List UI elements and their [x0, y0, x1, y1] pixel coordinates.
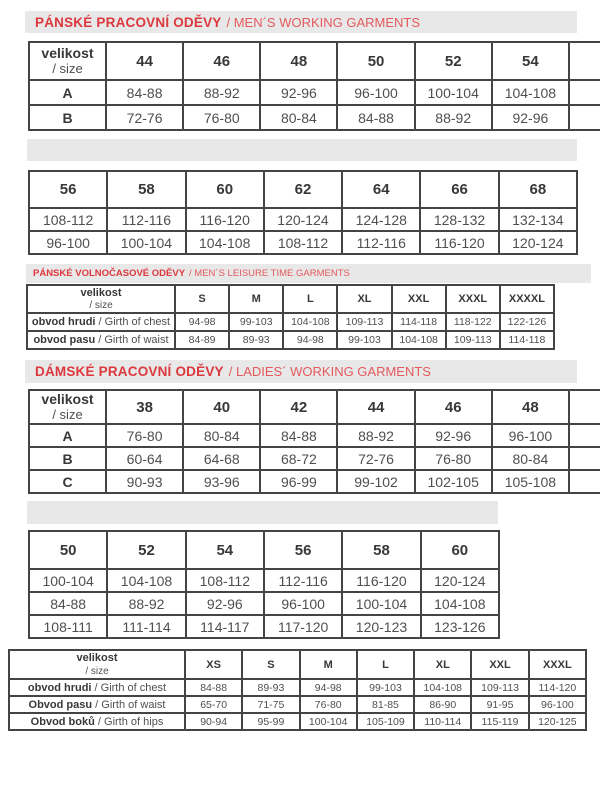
size-value-cell: 94-98: [175, 313, 229, 331]
table-row: [29, 470, 600, 493]
size-column-header: XXL: [392, 285, 446, 313]
size-value-cell: 84-88: [260, 424, 337, 447]
table-row: [29, 424, 600, 447]
size-value-cell: 105-108: [492, 470, 569, 493]
size-column-header: 46: [183, 42, 260, 80]
size-value-cell: 84-88: [106, 80, 183, 105]
table-row: [29, 615, 499, 638]
size-value-cell: 89-93: [242, 679, 299, 696]
size-column-header: 40: [183, 390, 260, 424]
size-value-cell: 92-96: [415, 424, 492, 447]
size-column-header: M: [300, 650, 357, 679]
mens-working-sizes-56-68-table: [28, 170, 578, 255]
size-value-cell: 84-88: [337, 105, 414, 130]
size-value-cell: 112-116: [264, 569, 342, 592]
size-value-cell: 99-103: [357, 679, 414, 696]
size-value-cell: 100-104: [29, 569, 107, 592]
corner-label-en: / size: [52, 407, 83, 423]
corner-header: [29, 42, 106, 80]
size-value-cell: 100-104: [107, 231, 185, 254]
size-value-cell: 104-108: [107, 569, 185, 592]
size-column-header: 50: [337, 42, 414, 80]
size-value-cell: 114-120: [529, 679, 586, 696]
row-label-cz: obvod hrudi: [31, 316, 96, 328]
table-row: [27, 313, 554, 331]
size-value-cell: 84-88: [185, 679, 242, 696]
ladies-working-title-cz: DÁMSKÉ PRACOVNÍ ODĚVY: [35, 364, 224, 379]
row-label: C: [29, 470, 106, 493]
clipped-cell: [569, 105, 600, 130]
row-label-cz: Obvod boků: [30, 715, 95, 728]
corner-label-en: / size: [85, 665, 109, 677]
header-row: [29, 531, 499, 569]
table-row: [9, 713, 586, 730]
row-label: [9, 679, 185, 696]
size-value-cell: 72-76: [337, 447, 414, 470]
row-label-en: / Girth of waist: [92, 698, 166, 711]
size-column-header: 48: [492, 390, 569, 424]
size-value-cell: 92-96: [492, 105, 569, 130]
size-value-cell: 94-98: [300, 679, 357, 696]
size-value-cell: 104-108: [392, 331, 446, 349]
table-row: [9, 696, 586, 713]
size-column-header: 62: [264, 171, 342, 208]
size-column-header: XXXL: [446, 285, 500, 313]
size-value-cell: 71-75: [242, 696, 299, 713]
corner-header: [29, 390, 106, 424]
size-column-header: 56: [29, 171, 107, 208]
size-column-header: XL: [414, 650, 471, 679]
size-value-cell: 64-68: [183, 447, 260, 470]
corner-label-cz: velikost: [41, 391, 94, 408]
size-value-cell: 99-102: [337, 470, 414, 493]
size-column-header: 42: [260, 390, 337, 424]
size-value-cell: 88-92: [337, 424, 414, 447]
header-row: [29, 171, 577, 208]
size-column-header: 52: [107, 531, 185, 569]
table-row: [29, 592, 499, 615]
size-value-cell: 110-114: [414, 713, 471, 730]
row-label-cz: Obvod pasu: [28, 698, 93, 711]
mens-working-title-bar: [25, 11, 577, 33]
size-value-cell: 120-124: [421, 569, 499, 592]
row-label: [9, 713, 185, 730]
size-column-header: XXXL: [529, 650, 586, 679]
clipped-cell: [569, 447, 600, 470]
size-value-cell: 89-93: [229, 331, 283, 349]
mens-leisure-title-en: / MEN´S LEISURE TIME GARMENTS: [189, 268, 350, 279]
size-column-header: 60: [421, 531, 499, 569]
row-label-cz: obvod pasu: [33, 334, 96, 346]
mens-leisure-title-cz: PÁNSKÉ VOLNOČASOVÉ ODĚVY: [33, 268, 186, 279]
size-value-cell: 104-108: [186, 231, 264, 254]
corner-label-cz: velikost: [80, 286, 122, 299]
size-column-header: S: [242, 650, 299, 679]
size-value-cell: 114-117: [186, 615, 264, 638]
size-value-cell: 118-122: [446, 313, 500, 331]
size-value-cell: 109-113: [337, 313, 391, 331]
size-column-header: 54: [186, 531, 264, 569]
ladies-measurements-table: [8, 649, 587, 731]
size-value-cell: 92-96: [186, 592, 264, 615]
size-column-header: 46: [415, 390, 492, 424]
size-value-cell: 96-100: [492, 424, 569, 447]
size-value-cell: 100-104: [415, 80, 492, 105]
size-value-cell: 108-111: [29, 615, 107, 638]
table-row: [29, 208, 577, 231]
clipped-column-header: [569, 390, 600, 424]
size-column-header: 52: [415, 42, 492, 80]
mens-working-sizes-44-54-table: [28, 41, 600, 131]
clipped-column-header: [569, 42, 600, 80]
row-label-en: / Girth of chest: [91, 681, 167, 694]
size-value-cell: 114-118: [500, 331, 554, 349]
size-value-cell: 99-103: [229, 313, 283, 331]
size-column-header: 48: [260, 42, 337, 80]
size-value-cell: 104-108: [414, 679, 471, 696]
size-value-cell: 86-90: [414, 696, 471, 713]
size-value-cell: 68-72: [260, 447, 337, 470]
corner-label-en: / size: [89, 300, 113, 312]
size-value-cell: 109-113: [471, 679, 528, 696]
mens-leisure-title-bar: [26, 264, 591, 283]
clipped-cell: [569, 424, 600, 447]
size-value-cell: 90-94: [185, 713, 242, 730]
size-chart-document: [0, 11, 600, 811]
row-label-cz: obvod hrudi: [27, 681, 92, 694]
size-value-cell: 120-125: [529, 713, 586, 730]
size-column-header: XL: [337, 285, 391, 313]
size-value-cell: 104-108: [421, 592, 499, 615]
size-column-header: L: [357, 650, 414, 679]
mens-working-title-cz: PÁNSKÉ PRACOVNÍ ODĚVY: [35, 14, 222, 30]
size-column-header: 58: [107, 171, 185, 208]
row-label: [27, 313, 175, 331]
size-value-cell: 96-100: [264, 592, 342, 615]
size-value-cell: 128-132: [420, 208, 498, 231]
size-value-cell: 95-99: [242, 713, 299, 730]
size-value-cell: 76-80: [106, 424, 183, 447]
table-row: [29, 80, 600, 105]
size-value-cell: 76-80: [183, 105, 260, 130]
size-value-cell: 90-93: [106, 470, 183, 493]
size-value-cell: 76-80: [415, 447, 492, 470]
size-value-cell: 84-88: [29, 592, 107, 615]
mens-working-title-en: / MEN´S WORKING GARMENTS: [226, 14, 421, 30]
size-column-header: 44: [106, 42, 183, 80]
size-value-cell: 117-120: [264, 615, 342, 638]
size-value-cell: 111-114: [107, 615, 185, 638]
size-value-cell: 120-124: [499, 231, 577, 254]
size-column-header: M: [229, 285, 283, 313]
corner-label-en: / size: [52, 61, 83, 77]
size-value-cell: 115-119: [471, 713, 528, 730]
clipped-cell: [569, 470, 600, 493]
table-row: [27, 331, 554, 349]
size-value-cell: 81-85: [357, 696, 414, 713]
size-value-cell: 132-134: [499, 208, 577, 231]
header-row: [27, 285, 554, 313]
size-value-cell: 105-109: [357, 713, 414, 730]
size-value-cell: 108-112: [264, 231, 342, 254]
size-value-cell: 123-126: [421, 615, 499, 638]
size-column-header: 44: [337, 390, 414, 424]
row-label-en: / Girth of hips: [94, 715, 164, 728]
table-row: [29, 105, 600, 130]
size-value-cell: 76-80: [300, 696, 357, 713]
size-value-cell: 88-92: [183, 80, 260, 105]
size-value-cell: 116-120: [186, 208, 264, 231]
header-row: [29, 42, 600, 80]
size-value-cell: 112-116: [342, 231, 420, 254]
size-column-header: 50: [29, 531, 107, 569]
size-value-cell: 80-84: [492, 447, 569, 470]
corner-label-cz: velikost: [76, 652, 118, 665]
size-value-cell: 108-112: [186, 569, 264, 592]
ladies-working-title-bar: [25, 360, 577, 383]
size-value-cell: 100-104: [342, 592, 420, 615]
header-row: [29, 390, 600, 424]
size-value-cell: 93-96: [183, 470, 260, 493]
row-label: A: [29, 80, 106, 105]
size-column-header: 64: [342, 171, 420, 208]
ladies-working-title-en: / LADIES´ WORKING GARMENTS: [228, 364, 431, 379]
size-value-cell: 116-120: [420, 231, 498, 254]
size-column-header: 66: [420, 171, 498, 208]
size-value-cell: 94-98: [283, 331, 337, 349]
corner-label-cz: velikost: [41, 45, 94, 62]
size-value-cell: 108-112: [29, 208, 107, 231]
size-column-header: 38: [106, 390, 183, 424]
row-label-en: / Girth of waist: [95, 334, 169, 346]
size-value-cell: 102-105: [415, 470, 492, 493]
size-value-cell: 109-113: [446, 331, 500, 349]
size-column-header: 68: [499, 171, 577, 208]
ladies-working-sizes-38-48-table: [28, 389, 600, 494]
size-value-cell: 80-84: [260, 105, 337, 130]
size-value-cell: 104-108: [492, 80, 569, 105]
size-value-cell: 124-128: [342, 208, 420, 231]
size-value-cell: 60-64: [106, 447, 183, 470]
size-value-cell: 88-92: [415, 105, 492, 130]
clipped-cell: [569, 80, 600, 105]
size-value-cell: 122-126: [500, 313, 554, 331]
size-value-cell: 92-96: [260, 80, 337, 105]
size-value-cell: 72-76: [106, 105, 183, 130]
table-row: [9, 679, 586, 696]
size-value-cell: 91-95: [471, 696, 528, 713]
size-value-cell: 96-99: [260, 470, 337, 493]
size-value-cell: 120-123: [342, 615, 420, 638]
size-column-header: XXL: [471, 650, 528, 679]
size-column-header: L: [283, 285, 337, 313]
row-label-en: / Girth of chest: [95, 316, 171, 328]
size-value-cell: 65-70: [185, 696, 242, 713]
row-label: B: [29, 105, 106, 130]
corner-header: [9, 650, 185, 679]
ladies-working-sizes-50-60-table: [28, 530, 500, 639]
row-label: [27, 331, 175, 349]
size-column-header: XS: [185, 650, 242, 679]
size-value-cell: 84-89: [175, 331, 229, 349]
size-column-header: 60: [186, 171, 264, 208]
size-value-cell: 116-120: [342, 569, 420, 592]
size-column-header: 56: [264, 531, 342, 569]
size-value-cell: 99-103: [337, 331, 391, 349]
size-value-cell: 104-108: [283, 313, 337, 331]
row-label: A: [29, 424, 106, 447]
size-value-cell: 114-118: [392, 313, 446, 331]
size-value-cell: 100-104: [300, 713, 357, 730]
size-value-cell: 112-116: [107, 208, 185, 231]
separator-bar-ladies: [27, 501, 498, 524]
table-row: [29, 447, 600, 470]
size-value-cell: 80-84: [183, 424, 260, 447]
mens-leisure-measurements-table: [26, 284, 555, 350]
size-value-cell: 96-100: [29, 231, 107, 254]
corner-header: [27, 285, 175, 313]
row-label: [9, 696, 185, 713]
size-column-header: S: [175, 285, 229, 313]
size-value-cell: 88-92: [107, 592, 185, 615]
size-column-header: 54: [492, 42, 569, 80]
row-label: B: [29, 447, 106, 470]
separator-bar-mens: [27, 139, 577, 161]
table-row: [29, 231, 577, 254]
size-value-cell: 120-124: [264, 208, 342, 231]
size-column-header: XXXXL: [500, 285, 554, 313]
size-value-cell: 96-100: [529, 696, 586, 713]
table-row: [29, 569, 499, 592]
size-column-header: 58: [342, 531, 420, 569]
header-row: [9, 650, 586, 679]
size-value-cell: 96-100: [337, 80, 414, 105]
